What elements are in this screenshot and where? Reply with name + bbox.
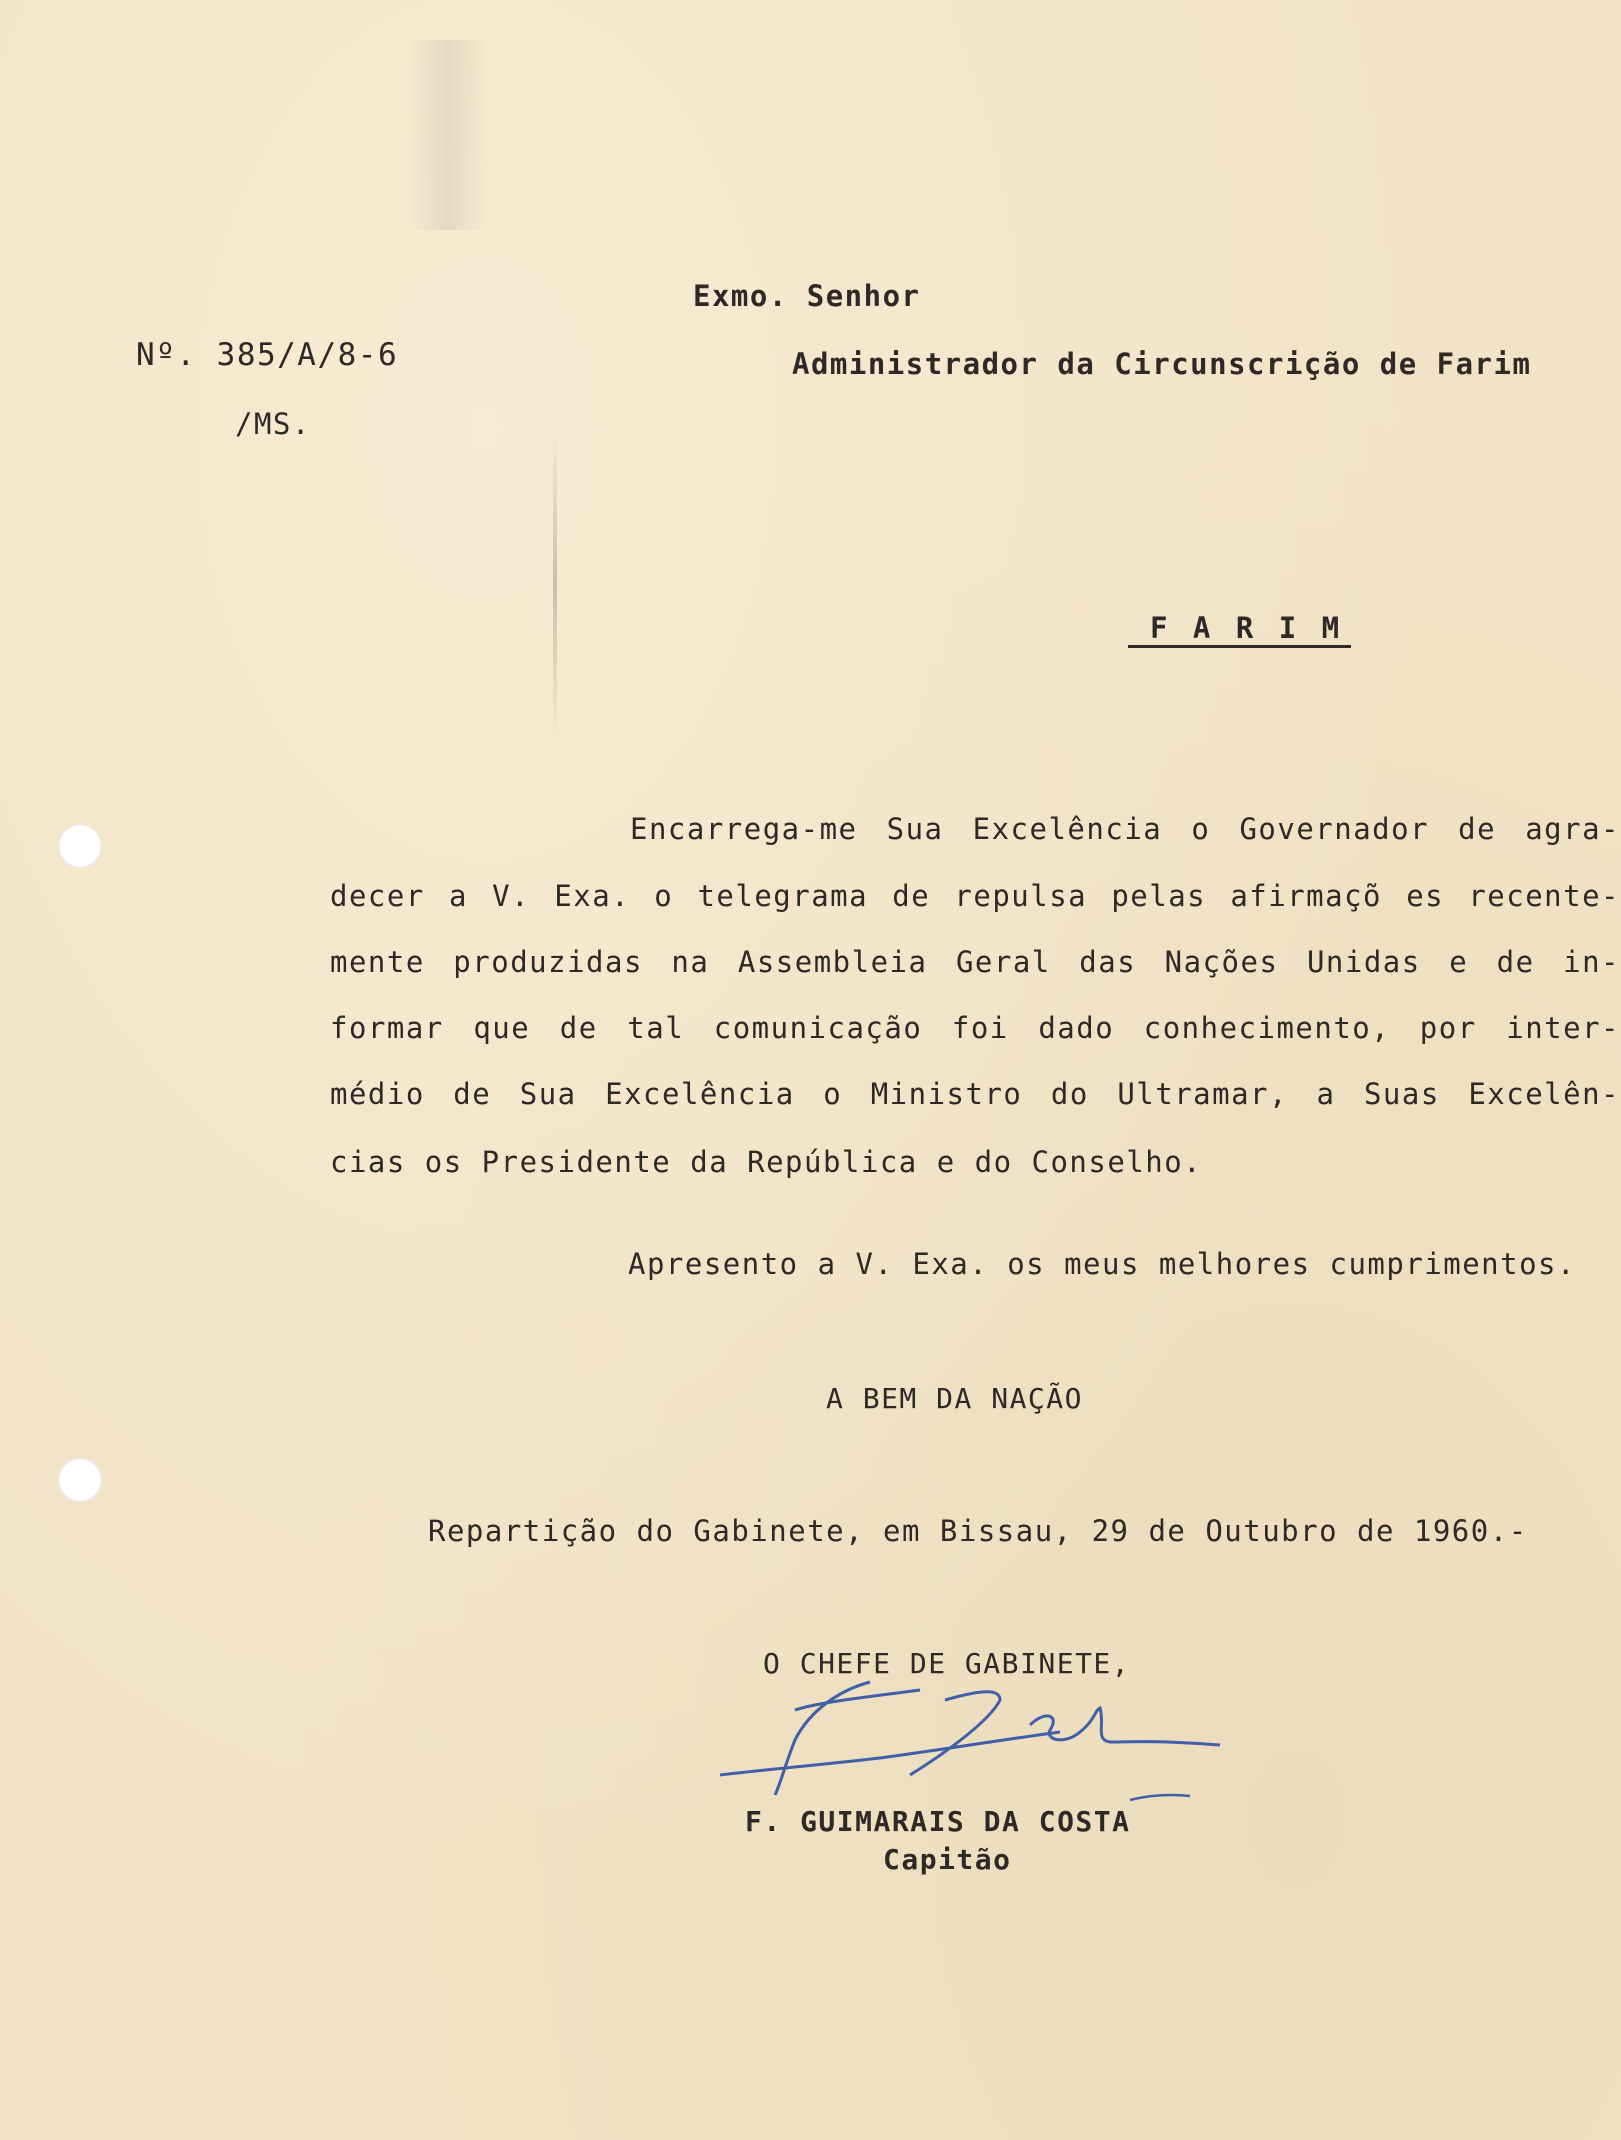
- place-date: Repartição do Gabinete, em Bissau, 29 de Outubro de 1960.-: [428, 1514, 1528, 1548]
- signer-title: O CHEFE DE GABINETE,: [763, 1647, 1131, 1680]
- motto: A BEM DA NAÇÃO: [826, 1382, 1084, 1415]
- body-line-4: formar que de tal comunicação foi dado conhecimento, por inter-: [330, 1011, 1620, 1045]
- body-line-1: Encarrega-me Sua Excelência o Governador de agra-: [630, 812, 1620, 846]
- signer-rank: Capitão: [883, 1843, 1012, 1876]
- reference-suffix: /MS.: [235, 407, 311, 441]
- body-line-5: médio de Sua Excelência o Ministro do Ultramar, a Suas Excelên-: [330, 1077, 1620, 1111]
- signer-name: F. GUIMARAIS DA COSTA: [745, 1805, 1131, 1838]
- closing-line: Apresento a V. Exa. os meus melhores cumprimentos.: [628, 1247, 1576, 1281]
- punch-hole-bottom: [58, 1458, 102, 1502]
- body-line-3: mente produzidas na Assembleia Geral das Nações Unidas e de in-: [330, 945, 1620, 979]
- body-line-6: cias os Presidente da República e do Conselho.: [330, 1145, 1203, 1179]
- signature: [700, 1670, 1240, 1820]
- destination-heading: F A R I M: [1150, 611, 1344, 645]
- punch-hole-top: [58, 824, 102, 868]
- recipient-title: Administrador da Circunscrição de Farim: [792, 347, 1532, 381]
- paper-crease: [553, 430, 557, 740]
- body-line-2: decer a V. Exa. o telegrama de repulsa pelas afirmaçõ es recente-: [330, 879, 1620, 913]
- reference-number: Nº. 385/A/8-6: [136, 337, 399, 373]
- destination-underline: [1128, 645, 1351, 648]
- salutation: Exmo. Senhor: [693, 279, 921, 313]
- paper-smudge: [408, 40, 488, 230]
